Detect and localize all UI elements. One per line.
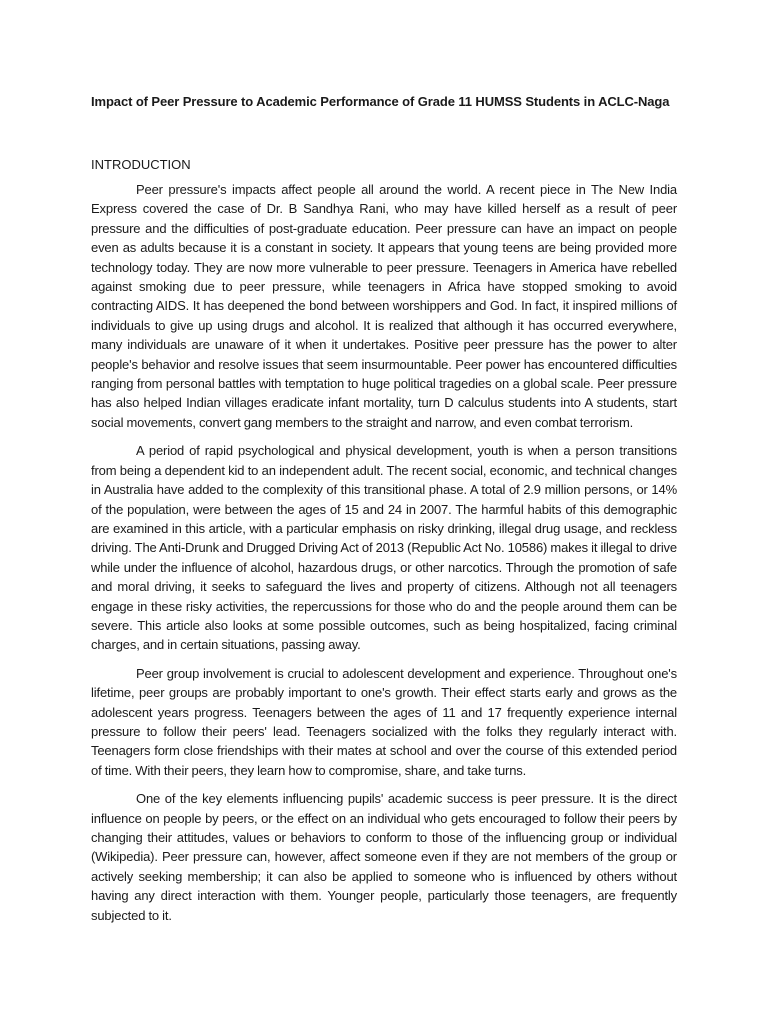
document-title: Impact of Peer Pressure to Academic Performance of Grade 11 HUMSS Students in ACLC-Naga	[91, 94, 670, 109]
paragraph-3: Peer group involvement is crucial to adolescent development and experience. Throughout one's lifetime, peer groups are probably important to one's growth. Their effect starts early and grows as the adolescent years progress. Teenagers between the ages of 11 and 17 frequently experience internal pressure to follow their peers' lead. Teenagers socialized with the folks they regularly interact with. Teenagers form close friendships with their mates at school and over the course of this extended period of time. With their peers, they learn how to compromise, share, and take turns.	[91, 665, 677, 778]
section-heading-introduction: INTRODUCTION	[91, 157, 191, 172]
paragraph-1: Peer pressure's impacts affect people all around the world. A recent piece in The New India Express covered the case of Dr. B Sandhya Rani, who may have killed herself as a result of peer pressure and the difficulties of post-graduate education. Peer pressure can have an impact on people even as adults because it is a constant in society. It appears that young teens are being provided more technology today. They are now more vulnerable to peer pressure. Teenagers in America have rebelled against smoking due to peer pressure, while teenagers in Africa have stopped smoking to avoid contracting AIDS. It has deepened the bond between worshippers and God. In fact, it inspired millions of individuals to give up using drugs and alcohol. It is realized that although it has occurred everywhere, many individuals are unaware of it when it undertakes. Positive peer pressure has the power to alter people's behavior and resolve issues that seem insurmountable. Peer power has encountered difficulties ranging from personal battles with temptation to huge political tragedies on a global scale. Peer pressure has also helped Indian villages eradicate infant mortality, turn D calculus students into A students, start social movements, convert gang members to the straight and narrow, and even combat terrorism.	[91, 182, 677, 430]
paragraph-4: One of the key elements influencing pupils' academic success is peer pressure. It is the direct influence on people by peers, or the effect on an individual who gets encouraged to follow their peers by changing their attitudes, values or behaviors to conform to those of the influencing group or individual (Wikipedia). Peer pressure can, however, affect someone even if they are not members of the group or actively seeking membership; it can also be applied to someone who is influenced by others without having any direct interaction with them. Younger people, particularly those teenagers, are frequently subjected to it.	[91, 791, 677, 923]
paragraph-2: A period of rapid psychological and physical development, youth is when a person transitions from being a dependent kid to an independent adult. The recent social, economic, and technical changes in Australia have added to the complexity of this transitional phase. A total of 2.9 million persons, or 14% of the population, were between the ages of 15 and 24 in 2007. The harmful habits of this demographic are examined in this article, with a particular emphasis on risky drinking, illegal drug usage, and reckless driving. The Anti-Drunk and Drugged Driving Act of 2013 (Republic Act No. 10586) makes it illegal to drive while under the influence of alcohol, hazardous drugs, or other narcotics. Through the promotion of safe and moral driving, it seeks to safeguard the lives and property of citizens. Although not all teenagers engage in these risky activities, the repercussions for those who do and the people around them can be severe. This article also looks at some possible outcomes, such as being hospitalized, facing criminal charges, and in certain situations, passing away.	[91, 443, 677, 653]
